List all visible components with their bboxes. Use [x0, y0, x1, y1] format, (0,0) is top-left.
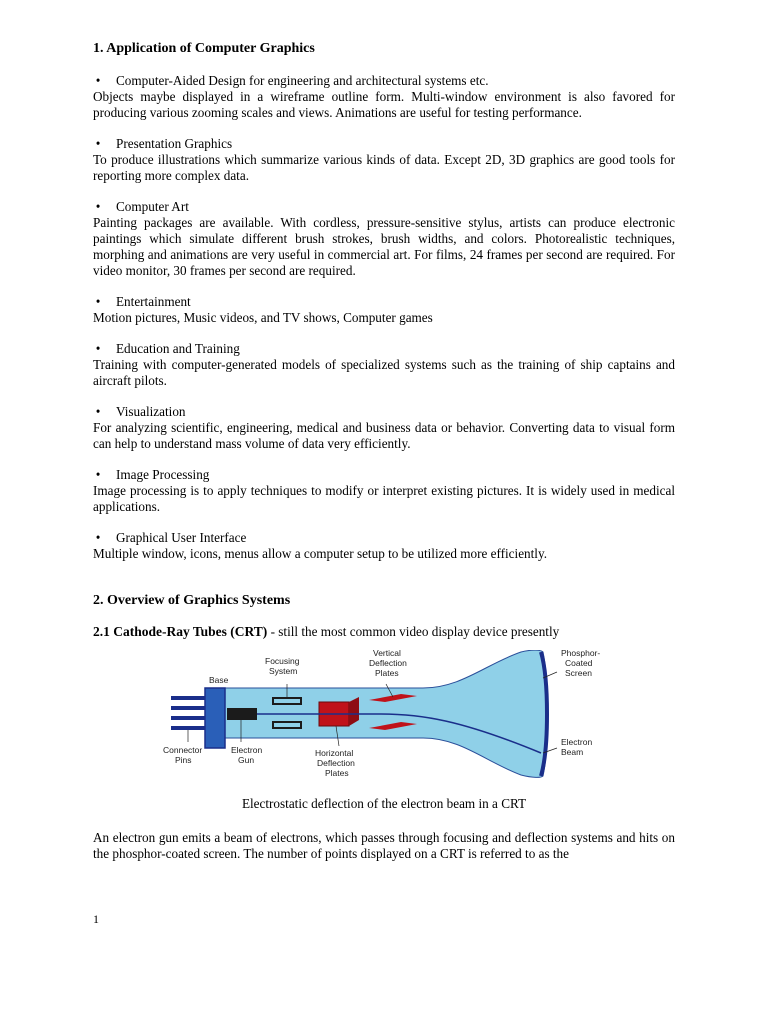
- list-item: [93, 73, 675, 121]
- label-connector-1: Connector: [163, 745, 203, 755]
- bullet-icon: •: [95, 136, 101, 151]
- list-item: [93, 136, 675, 184]
- item-text: To produce illustrations which summarize various kinds of data. Except 2D, 3D graphics are good tools for reporting more complex data.: [93, 152, 675, 183]
- label-beam-2: Beam: [561, 747, 584, 757]
- page-number: 1: [93, 912, 99, 926]
- subsection-heading: [93, 624, 675, 640]
- item-text: Multiple window, icons, menus allow a computer setup to be utilized more efficiently.: [93, 546, 548, 561]
- crt-paragraph: An electron gun emits a beam of electrons, which passes through focusing and deflection systems and hits on the phosphor-coated screen. The number of points displayed on a CRT is referred to as the: [93, 830, 675, 861]
- item-text: Painting packages are available. With cordless, pressure-sensitive stylus, artists can produce electronic paintings which simulate different brush strokes, brush widths, and colors. Photorealistic techniques, morphing and animations are very useful in commercial art. For films, 24 frames per second are required. For video monitor, 30 frames per second are required.: [93, 215, 675, 278]
- label-gun-1: Electron: [231, 745, 263, 755]
- bullet-icon: •: [95, 199, 101, 214]
- electron-gun: [227, 708, 257, 720]
- item-text: Image processing is to apply techniques to modify or interpret existing pictures. It is widely used in medical applications.: [93, 483, 675, 514]
- list-item: [93, 199, 675, 279]
- crt-figure: [93, 650, 675, 778]
- list-item: [93, 294, 675, 326]
- list-item: [93, 530, 675, 562]
- bullet-icon: •: [95, 467, 101, 482]
- item-heading: Computer Art: [116, 199, 189, 214]
- item-heading: Visualization: [116, 404, 186, 419]
- label-base: Base: [209, 675, 229, 685]
- label-beam-1: Electron: [561, 737, 593, 747]
- item-heading: Graphical User Interface: [116, 530, 247, 545]
- list-item: [93, 467, 675, 515]
- list-item: [93, 341, 675, 389]
- label-phosphor-1: Phosphor-: [561, 650, 601, 658]
- label-vertical-3: Plates: [375, 668, 399, 678]
- label-horizontal-1: Horizontal: [315, 748, 354, 758]
- label-horizontal-2: Deflection: [317, 758, 355, 768]
- bullet-icon: •: [95, 341, 101, 356]
- label-focusing-1: Focusing: [265, 656, 300, 666]
- figure-caption: Electrostatic deflection of the electron beam in a CRT: [241, 796, 527, 811]
- subsection-title: 2.1 Cathode-Ray Tubes (CRT): [93, 624, 268, 639]
- list-item: [93, 404, 675, 452]
- item-text: Objects maybe displayed in a wireframe outline form. Multi-window environment is also favored for producing various zooming scales and views. Animations are useful for testing performance.: [93, 89, 675, 120]
- label-connector-2: Pins: [175, 755, 192, 765]
- subsection-note: - still the most common video display device presently: [267, 624, 560, 639]
- item-text: Motion pictures, Music videos, and TV shows, Computer games: [93, 310, 433, 325]
- item-text: For analyzing scientific, engineering, medical and business data or behavior. Converting data to visual form can help to understand mass volume of data very efficiently.: [93, 420, 675, 451]
- item-heading: Image Processing: [116, 467, 210, 482]
- label-horizontal-3: Plates: [325, 768, 349, 778]
- connector-pins: [171, 696, 209, 730]
- page-content: [93, 40, 675, 862]
- bullet-icon: •: [95, 404, 101, 419]
- label-phosphor-3: Screen: [565, 668, 592, 678]
- section-2-title: 2. Overview of Graphics Systems: [93, 593, 291, 608]
- bullet-icon: •: [95, 530, 101, 545]
- item-heading: Education and Training: [116, 341, 240, 356]
- item-text: Training with computer-generated models of specialized systems such as the training of ship captains and aircraft pilots.: [93, 357, 675, 388]
- item-heading: Presentation Graphics: [116, 136, 233, 151]
- item-heading: Entertainment: [116, 294, 191, 309]
- bullet-icon: •: [95, 294, 101, 309]
- bullet-icon: •: [95, 73, 101, 88]
- tube-base: [205, 688, 225, 748]
- crt-diagram: [161, 650, 621, 778]
- item-heading: Computer-Aided Design for engineering and architectural systems etc.: [116, 73, 489, 88]
- label-phosphor-2: Coated: [565, 658, 593, 668]
- section-1-title: 1. Application of Computer Graphics: [93, 41, 315, 56]
- label-vertical-2: Deflection: [369, 658, 407, 668]
- label-vertical-1: Vertical: [373, 650, 401, 658]
- label-focusing-2: System: [269, 666, 298, 676]
- label-gun-2: Gun: [238, 755, 255, 765]
